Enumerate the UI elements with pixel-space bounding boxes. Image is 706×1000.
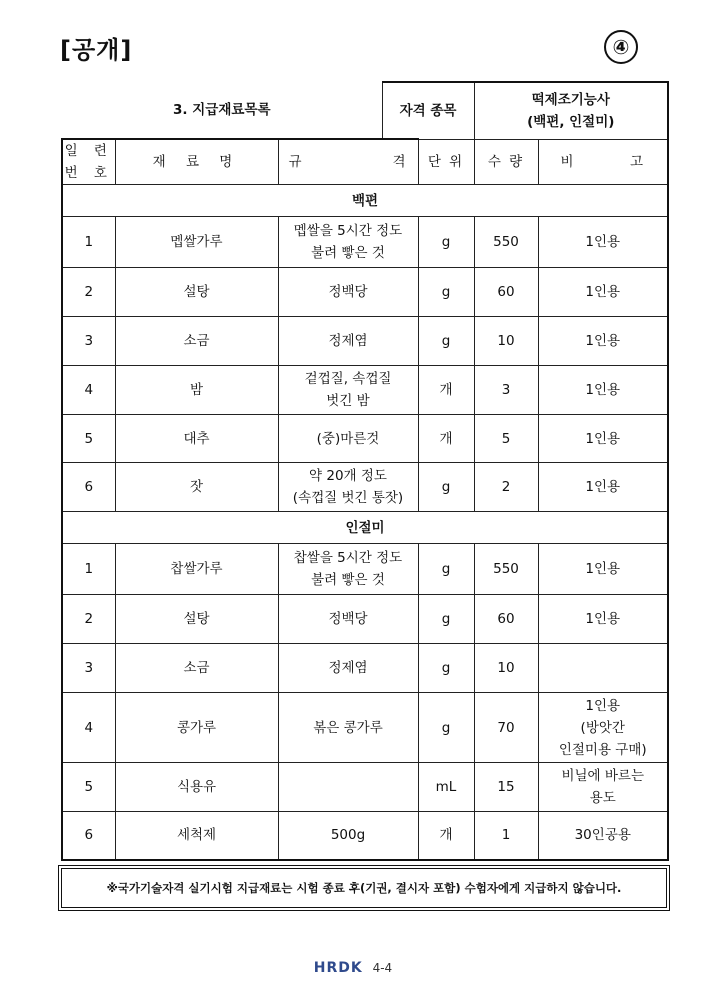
row-no: 6 [62,463,115,512]
header-no [62,139,115,185]
row-spec [278,366,418,415]
section-title: 백편 [62,185,668,217]
row-spec [278,415,418,463]
row-name: 소금 [115,644,278,693]
row-spec-line: 멥쌀을 5시간 정도 [293,223,403,239]
table-row [62,366,668,415]
row-no: 6 [62,812,115,860]
row-spec-line: 불려 빻은 것 [311,572,385,588]
row-note [538,693,668,763]
row-qty: 15 [474,763,538,812]
row-spec-line: 벗긴 밤 [326,393,370,409]
row-no: 4 [62,366,115,415]
row-no: 1 [62,217,115,268]
row-unit: g [418,595,474,644]
row-note [538,644,668,693]
header-no-line2: 번 호 [64,165,113,181]
row-note [538,317,668,366]
footer-page: 4-4 [372,961,393,975]
job-name [474,82,668,139]
row-note-line: 1인용 [585,479,621,495]
row-qty: 60 [474,268,538,317]
table-title: 3. 지급재료목록 [62,82,382,139]
page-label: [공개] [60,36,133,64]
row-qty: 550 [474,544,538,595]
row-note [538,763,668,812]
row-spec [278,763,418,812]
row-note [538,812,668,860]
row-no: 5 [62,415,115,463]
row-unit: g [418,217,474,268]
job-name-line1: 떡제조기능사 [531,91,610,108]
row-qty: 70 [474,693,538,763]
header-note-a: 비 [560,153,576,170]
row-unit: mL [418,763,474,812]
row-note-line: 1인용 [585,382,621,398]
row-unit: g [418,463,474,512]
header-name: 재 료 명 [115,139,278,185]
row-note-line: 1인용 [585,561,621,577]
row-name: 소금 [115,317,278,366]
row-note [538,415,668,463]
row-spec-line: 정백당 [328,611,368,627]
table-row [62,217,668,268]
hrdk-logo: HRDK [313,960,363,976]
row-spec [278,217,418,268]
row-note-line: 용도 [589,790,616,806]
row-spec-line: 정백당 [328,284,368,300]
row-name: 식용유 [115,763,278,812]
row-spec-line: 볶은 콩가루 [313,719,383,736]
row-note-line: 1인용 [585,234,621,250]
row-unit: g [418,317,474,366]
row-note [538,217,668,268]
header-spec-b: 격 [392,154,408,170]
table-row [62,544,668,595]
header-unit: 단 위 [418,139,474,185]
row-note [538,595,668,644]
row-no: 4 [62,693,115,763]
row-spec [278,595,418,644]
row-spec-line: 500g [330,827,366,844]
row-unit: g [418,693,474,763]
row-spec [278,463,418,512]
row-name: 대추 [115,415,278,463]
row-spec-line: 불려 빻은 것 [311,245,385,261]
row-note-line: 비닐에 바르는 [561,768,645,784]
row-unit: 개 [418,366,474,415]
row-note-line: 1인용 [585,284,621,300]
row-name: 설탕 [115,268,278,317]
row-qty: 1 [474,812,538,860]
row-name: 콩가루 [115,693,278,763]
header-qty: 수 량 [474,139,538,185]
row-note-line: 1인용 [585,333,621,349]
row-spec-line: 찹쌀을 5시간 정도 [293,550,403,566]
header-spec [278,139,418,185]
row-qty: 10 [474,317,538,366]
row-unit: g [418,644,474,693]
table-row [62,463,668,512]
row-note [538,544,668,595]
row-name: 잣 [115,463,278,512]
row-qty: 2 [474,463,538,512]
table-row [62,693,668,763]
table-row [62,644,668,693]
table-row [62,415,668,463]
row-note-line: 인절미용 구매) [558,741,647,758]
row-name: 멥쌀가루 [115,217,278,268]
header-spec-a: 규 [288,154,304,170]
row-note [538,463,668,512]
table-row [62,763,668,812]
row-unit: g [418,544,474,595]
row-unit: 개 [418,812,474,860]
row-note-line: 30인공용 [574,827,631,844]
table-row [62,595,668,644]
table-row [62,317,668,366]
header-no-line1: 일 련 [64,143,113,159]
row-no: 2 [62,268,115,317]
row-qty: 5 [474,415,538,463]
row-unit: g [418,268,474,317]
row-spec-line: 약 20개 정도 [309,468,387,484]
row-note-line: 1인용 [585,430,621,447]
row-spec-line: 정제염 [328,333,368,349]
row-qty: 60 [474,595,538,644]
row-spec [278,644,418,693]
row-spec-line: (중)마른것 [316,430,380,447]
row-no: 1 [62,544,115,595]
row-no: 3 [62,317,115,366]
row-name: 설탕 [115,595,278,644]
row-spec [278,693,418,763]
footer [0,960,706,976]
row-no: 2 [62,595,115,644]
row-qty: 550 [474,217,538,268]
row-no: 5 [62,763,115,812]
row-qty: 10 [474,644,538,693]
header-note-b: 고 [629,153,645,170]
row-spec [278,268,418,317]
row-note-line: 1인용 [585,611,621,627]
notice-box: ※국가기술자격 실기시험 지급재료는 시험 종료 후(기권, 결시자 포함) 수험자에게 지급하지 않습니다. [61,868,667,908]
row-note-line: 1인용 [585,697,621,714]
row-name: 세척제 [115,812,278,860]
row-spec-line: 정제염 [328,660,368,676]
table-row [62,268,668,317]
qualification-label: 자격 종목 [382,82,474,139]
row-note [538,268,668,317]
row-spec [278,317,418,366]
job-name-line2: (백편, 인절미) [527,113,615,130]
row-spec-line: (속껍질 벗긴 통잣) [292,490,404,506]
row-note-line: (방앗간 [580,719,625,736]
row-spec [278,544,418,595]
row-note [538,366,668,415]
row-name: 밤 [115,366,278,415]
material-list-table [61,81,669,861]
page-number-mark: ④ [604,30,638,64]
table-row [62,812,668,860]
row-spec [278,812,418,860]
row-qty: 3 [474,366,538,415]
row-no: 3 [62,644,115,693]
header-note [538,139,668,185]
row-name: 찹쌀가루 [115,544,278,595]
row-unit: 개 [418,415,474,463]
section-title: 인절미 [62,512,668,544]
row-spec-line: 겉껍질, 속껍질 [304,371,392,387]
